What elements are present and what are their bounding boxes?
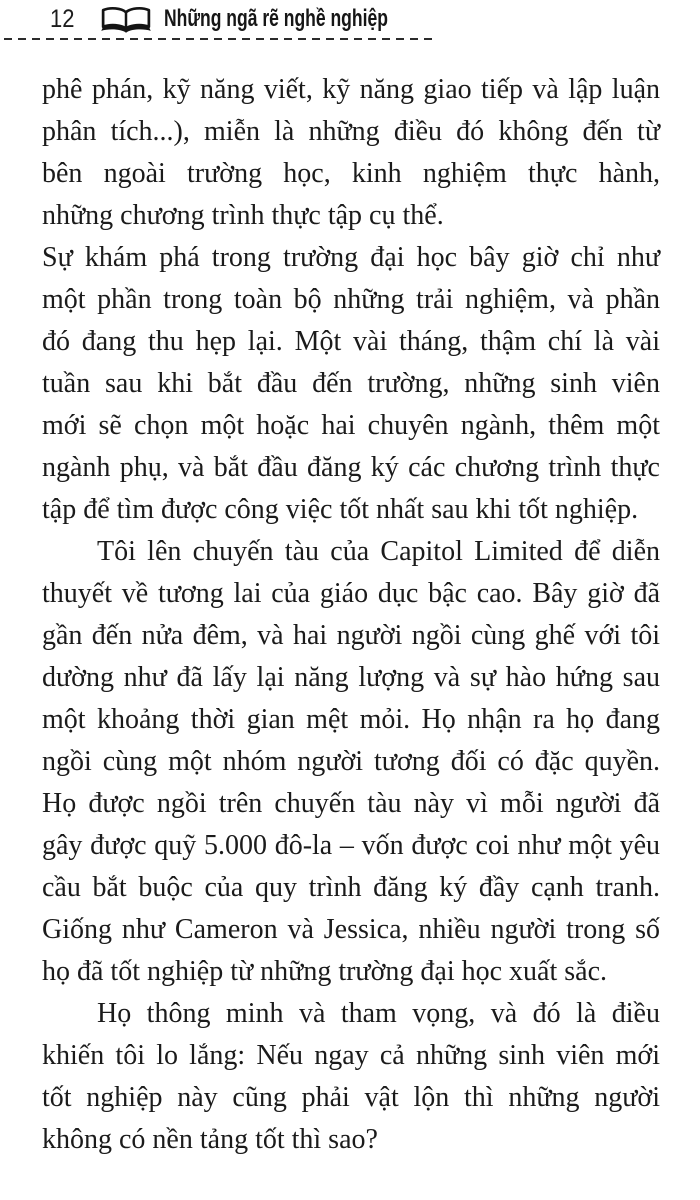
text-line: tuần sau khi bắt đầu đến trường, những sinh viên — [42, 368, 660, 399]
running-head — [0, 0, 700, 42]
text-line: một phần trong toàn bộ những trải nghiệm, và phần — [42, 284, 660, 315]
text-line: những chương trình thực tập cụ thể. — [42, 200, 444, 231]
text-line: một khoảng thời gian mệt mỏi. Họ nhận ra họ đang — [42, 704, 660, 735]
text-line: tập để tìm được công việc tốt nhất sau khi tốt nghiệp. — [42, 494, 639, 525]
text-line: Tôi lên chuyến tàu của Capitol Limited để diễn — [97, 536, 660, 567]
text-line: phê phán, kỹ năng viết, kỹ năng giao tiếp và lập luận — [42, 74, 660, 105]
text-line: gần đến nửa đêm, và hai người ngồi cùng ghế với tôi — [42, 620, 660, 651]
page-number: 12 — [50, 5, 75, 33]
book-title: Những ngã rẽ nghề nghiệp — [164, 5, 388, 32]
dashed-divider — [4, 38, 434, 40]
text-line: phân tích...), miễn là những điều đó không đến từ — [42, 116, 660, 147]
text-line: đó đang thu hẹp lại. Một vài tháng, thậm chí là vài — [42, 326, 660, 357]
text-line: Họ được ngồi trên chuyến tàu này vì mỗi người đã — [42, 788, 660, 819]
text-line: họ đã tốt nghiệp từ những trường đại học xuất sắc. — [42, 956, 608, 987]
text-line: tốt nghiệp này cũng phải vật lộn thì những người — [42, 1082, 660, 1113]
text-line: khiến tôi lo lắng: Nếu ngay cả những sinh viên mới — [42, 1040, 660, 1071]
text-line: ngồi cùng một nhóm người tương đối có đặc quyền. — [42, 746, 660, 777]
text-line: không có nền tảng tốt thì sao? — [42, 1124, 378, 1155]
open-book-icon — [100, 5, 152, 40]
text-line: mới sẽ chọn một hoặc hai chuyên ngành, thêm một — [42, 410, 660, 441]
text-line: Giống như Cameron và Jessica, nhiều người trong số — [42, 914, 660, 945]
text-line: Sự khám phá trong trường đại học bây giờ chỉ như — [42, 242, 660, 273]
text-line: bên ngoài trường học, kinh nghiệm thực hành, — [42, 158, 660, 189]
text-line: gây được quỹ 5.000 đô-la – vốn được coi như một yêu — [42, 830, 660, 861]
text-line: Họ thông minh và tham vọng, và đó là điều — [97, 998, 660, 1029]
text-line: thuyết về tương lai của giáo dục bậc cao. Bây giờ đã — [42, 578, 660, 609]
page-body — [42, 69, 660, 1161]
text-line: cầu bắt buộc của quy trình đăng ký đầy cạnh tranh. — [42, 872, 660, 903]
text-line: ngành phụ, và bắt đầu đăng ký các chương trình thực — [42, 452, 660, 483]
text-line: dường như đã lấy lại năng lượng và sự hào hứng sau — [42, 662, 660, 693]
